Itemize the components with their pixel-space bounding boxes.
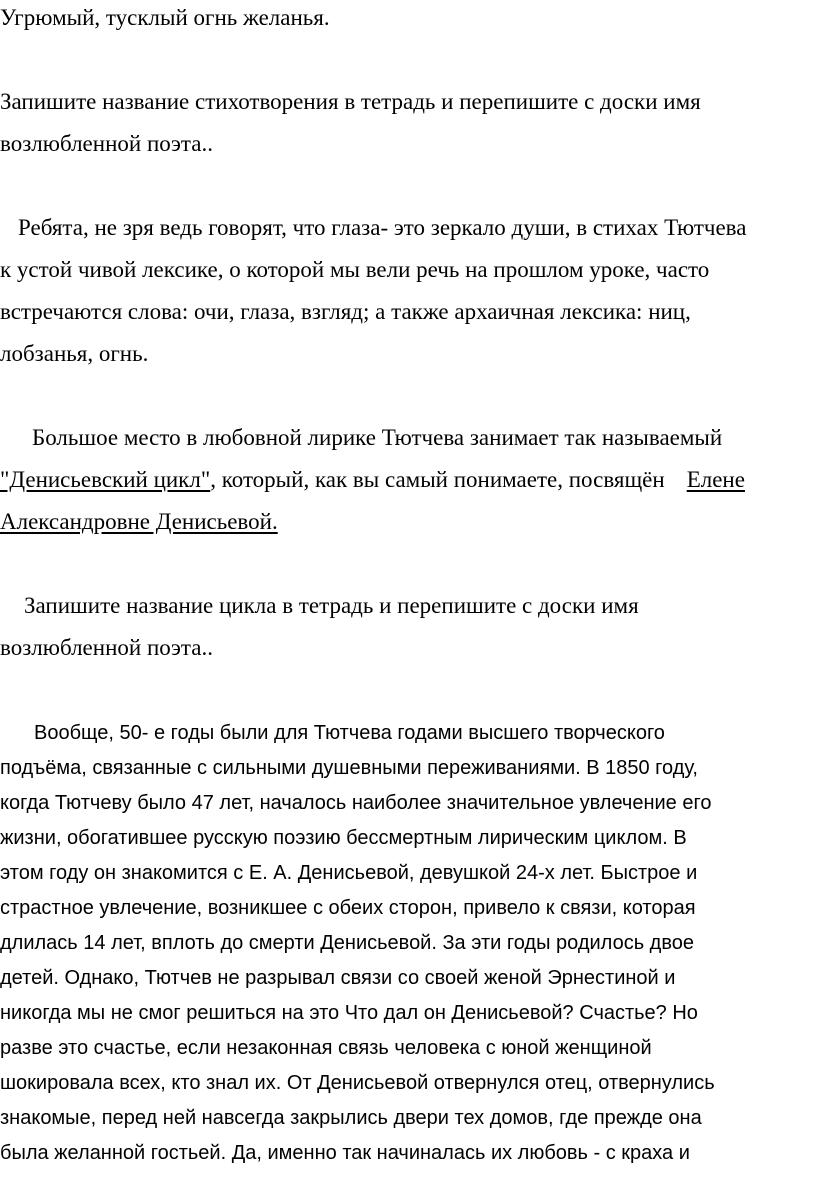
instruction-line-1: Запишите название стихотворения в тетрадь и перепишите с доски имя [0,89,701,114]
elena-link[interactable]: Елене [686,467,745,492]
paragraph-bio-line: этом году он знакомится с Е. А. Денисьевой, девушкой 24-х лет. Быстрое и [0,862,698,884]
denisieva-name-link[interactable]: Александровне Денисьевой. [0,509,278,534]
poem-line: Угрюмый, тусклый огнь желанья. [0,5,330,30]
paragraph-cycle-line-3 [0,508,278,536]
paragraph-bio-line: когда Тютчеву было 47 лет, началось наиболее значительное увлечение его [0,792,712,814]
instruction-line-2: возлюбленной поэта.. [0,131,213,156]
instruction-cycle-line-1: Запишите название цикла в тетрадь и перепишите с доски имя [24,593,639,618]
paragraph-eyes-line-3: встречаются слова: очи, глаза, взгляд; а также архаичная лексика: ниц, [0,299,691,324]
paragraph-bio-line: длилась 14 лет, вплоть до смерти Денисьевой. За эти годы родилось двое [0,932,694,954]
paragraph-eyes-line-1: Ребята, не зря ведь говорят, что глаза- это зеркало души, в стихах Тютчева [18,215,747,240]
paragraph-bio-line: Вообще, 50- е годы были для Тютчева годами высшего творческого [34,722,665,744]
paragraph-eyes-line-4: лобзанья, огнь. [0,341,149,366]
paragraph-bio-line: была желанной гостьей. Да, именно так начиналась их любовь - с краха и [0,1142,690,1164]
paragraph-bio-line: разве это счастье, если незаконная связь человека с юной женщиной [0,1037,652,1059]
paragraph-bio-line: жизни, обогатившее русскую поэзию бессмертным лирическим циклом. В [0,827,687,849]
paragraph-eyes-line-2: к устой чивой лексике, о которой мы вели речь на прошлом уроке, часто [0,257,710,282]
paragraph-bio-line: страстное увлечение, возникшее с обеих сторон, привело к связи, которая [0,897,696,919]
paragraph-bio-line: знакомые, перед ней навсегда закрылись двери тех домов, где прежде она [0,1107,702,1129]
instruction-cycle-line-2: возлюбленной поэта.. [0,635,213,660]
denisiev-cycle-link[interactable]: "Денисьевский цикл" [0,467,211,492]
paragraph-bio-line: детей. Однако, Тютчев не разрывал связи со своей женой Эрнестиной и [0,967,676,989]
paragraph-cycle-line-1: Большое место в любовной лирике Тютчева занимает так называемый [32,425,723,450]
paragraph-bio-line: шокировала всех, кто знал их. От Денисьевой отвернулся отец, отвернулись [0,1072,715,1094]
paragraph-bio-line: никогда мы не смог решиться на это Что дал он Денисьевой? Счастье? Но [0,1002,698,1024]
paragraph-bio-line: подъёма, связанные с сильными душевными переживаниями. В 1850 году, [0,757,698,779]
paragraph-cycle-line-2 [0,466,745,494]
cycle-line-text: , который, как вы самый понимаете, посвящён [210,467,665,492]
